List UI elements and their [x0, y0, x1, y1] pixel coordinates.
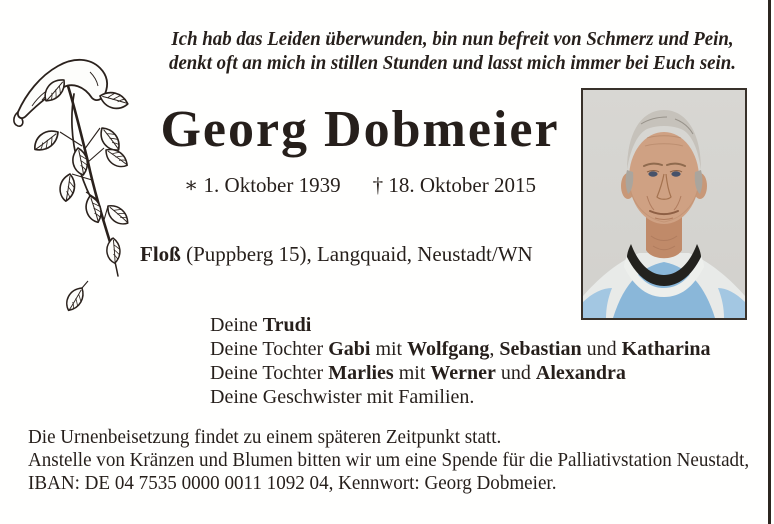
- portrait-drawing: [583, 90, 745, 318]
- birth-date: ∗ 1. Oktober 1939: [184, 173, 341, 197]
- falling-leaf-icon: [61, 281, 89, 313]
- notice-line-3: IBAN: DE 04 7535 0000 0011 1092 04, Kennwort: Georg Dobmeier.: [28, 472, 557, 494]
- verse-line-2: denkt oft an mich in stillen Stunden und lasst mich immer bei Euch sein.: [169, 52, 736, 74]
- mourner-line: Deine Geschwister mit Familien.: [210, 386, 475, 408]
- mourner-line: Deine Tochter Marlies mit Werner und Alexandra: [210, 362, 626, 384]
- residence-line: Floß (Puppberg 15), Langquaid, Neustadt/WN: [140, 242, 533, 266]
- notice-line-1: Die Urnenbeisetzung findet zu einem späteren Zeitpunkt statt.: [28, 426, 502, 448]
- life-dates: [120, 173, 600, 198]
- funeral-notice: [28, 426, 749, 495]
- verse-line-1: Ich hab das Leiden überwunden, bin nun befreit von Schmerz und Pein,: [171, 28, 734, 50]
- mourners-list: [210, 313, 711, 409]
- notice-line-2: Anstelle von Kränzen und Blumen bitten wir um eine Spende für die Palliativstation Neustadt,: [28, 449, 750, 471]
- death-date: † 18. Oktober 2015: [372, 173, 536, 197]
- portrait-photo: [581, 88, 747, 320]
- mourner-line: Deine Tochter Gabi mit Wolfgang, Sebastian und Katharina: [210, 338, 711, 360]
- memorial-verse: [156, 27, 749, 75]
- mourner-line: Deine Trudi: [210, 314, 312, 336]
- scan-edge-line: [768, 0, 771, 524]
- deceased-name: Georg Dobmeier: [160, 101, 560, 158]
